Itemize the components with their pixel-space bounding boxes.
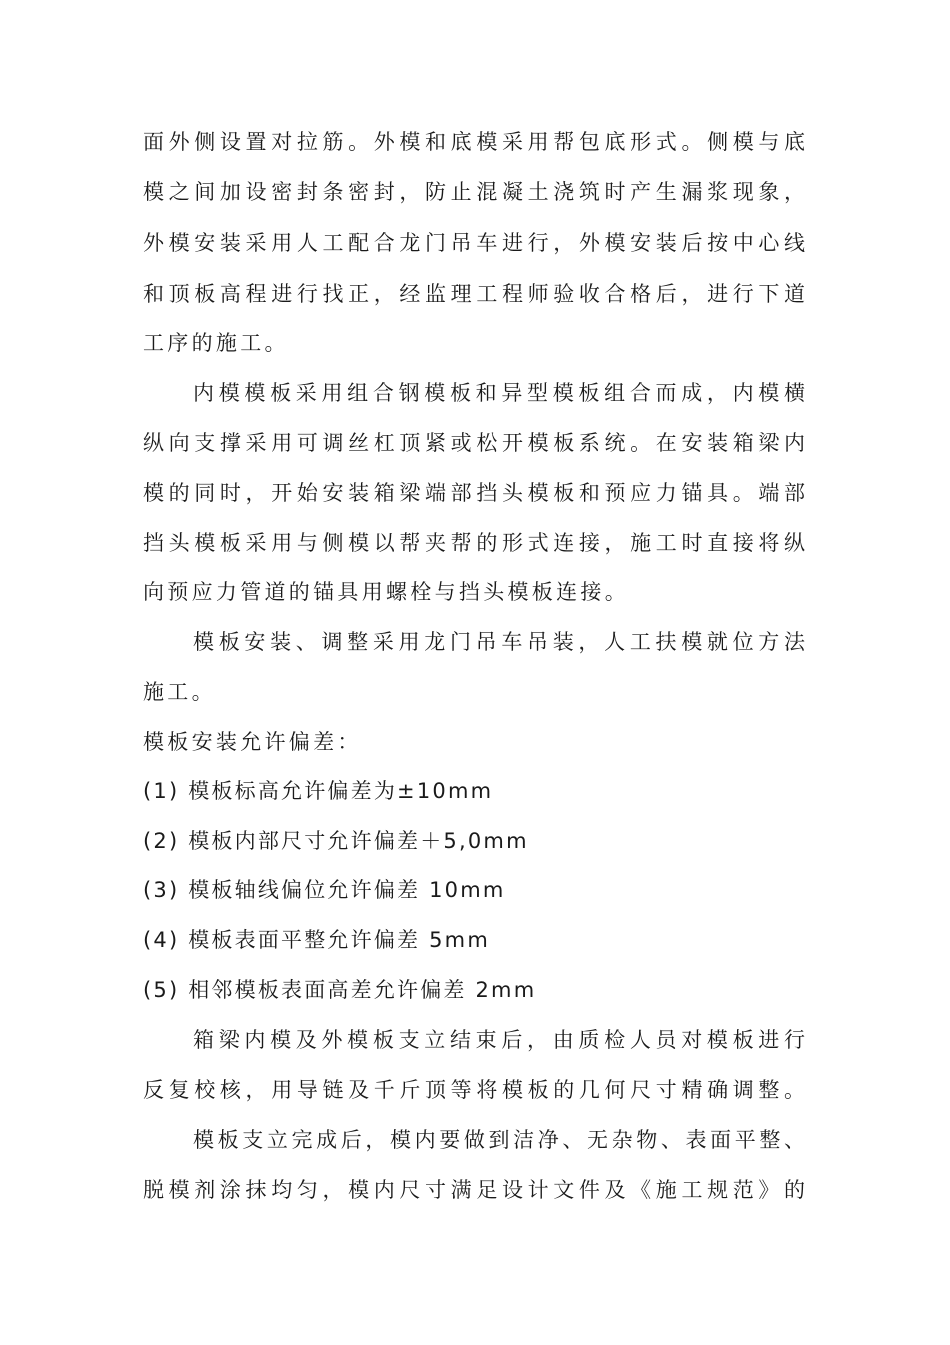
text-line: 模之间加设密封条密封，防止混凝土浇筑时产生漏浆现象， <box>143 180 805 204</box>
text-line: 外模安装采用人工配合龙门吊车进行，外模安装后按中心线 <box>143 231 805 255</box>
text-line: 工序的施工。 <box>143 331 289 355</box>
list-item: (4) 模板表面平整允许偏差 5mm <box>143 928 490 952</box>
text-line: 反复校核，用导链及千斤顶等将模板的几何尺寸精确调整。 <box>143 1078 805 1102</box>
text-line: 模板支立完成后，模内要做到洁净、无杂物、表面平整、 <box>193 1128 805 1152</box>
list-item: (2) 模板内部尺寸允许偏差＋5,0mm <box>143 829 529 853</box>
list-item: (5) 相邻模板表面高差允许偏差 2mm <box>143 978 537 1002</box>
text-line: 和顶板高程进行找正，经监理工程师验收合格后，进行下道 <box>143 282 805 306</box>
text-line: 模的同时，开始安装箱梁端部挡头模板和预应力锚具。端部 <box>143 481 805 505</box>
text-line: 脱模剂涂抹均匀，模内尺寸满足设计文件及《施工规范》的 <box>143 1178 805 1202</box>
text-line: 模板安装、调整采用龙门吊车吊装，人工扶模就位方法 <box>193 630 805 654</box>
text-line: 施工。 <box>143 680 216 704</box>
list-item: (1) 模板标高允许偏差为±10mm <box>143 779 494 803</box>
text-line: 向预应力管道的锚具用螺栓与挡头模板连接。 <box>143 580 629 604</box>
text-line: 挡头模板采用与侧模以帮夹帮的形式连接，施工时直接将纵 <box>143 531 805 555</box>
text-line: 内模模板采用组合钢模板和异型模板组合而成，内模横 <box>193 381 805 405</box>
text-line: 模板安装允许偏差： <box>143 730 362 754</box>
text-line: 面外侧设置对拉筋。外模和底模采用帮包底形式。侧模与底 <box>143 130 805 154</box>
text-line: 纵向支撑采用可调丝杠顶紧或松开模板系统。在安装箱梁内 <box>143 431 805 455</box>
list-item: (3) 模板轴线偏位允许偏差 10mm <box>143 878 506 902</box>
text-line: 箱梁内模及外模板支立结束后，由质检人员对模板进行 <box>193 1028 805 1052</box>
